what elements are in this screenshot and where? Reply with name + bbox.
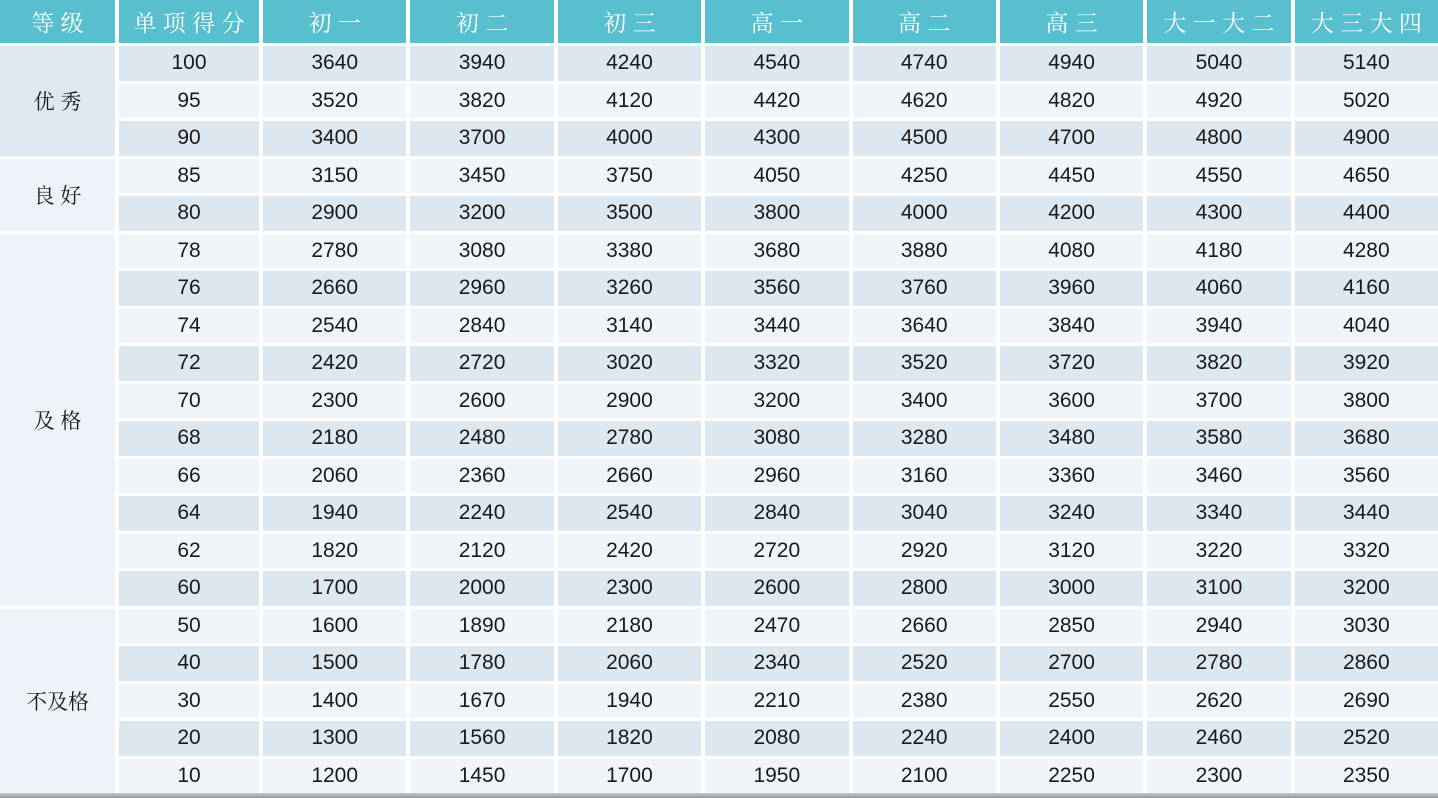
table-row [0,346,1438,381]
column-header-college34: 大 三 大 四 [1295,0,1438,43]
score-cell: 100 [119,46,259,81]
value-cell: 5020 [1295,84,1438,119]
value-cell: 2520 [853,646,996,681]
value-cell: 2520 [1295,721,1438,756]
value-cell: 4200 [1000,196,1143,231]
value-cell: 3240 [1000,496,1143,531]
value-cell: 1780 [410,646,553,681]
value-cell: 4240 [558,46,701,81]
table-row [0,46,1438,81]
value-cell: 3200 [1295,571,1438,606]
value-cell: 2060 [263,459,406,494]
value-cell: 2080 [705,721,848,756]
value-cell: 2100 [853,759,996,794]
value-cell: 4740 [853,46,996,81]
value-cell: 4620 [853,84,996,119]
grade-group-cell: 良 好 [0,159,115,231]
value-cell: 3080 [705,421,848,456]
score-cell: 72 [119,346,259,381]
value-cell: 2300 [558,571,701,606]
value-cell: 2480 [410,421,553,456]
value-cell: 3680 [705,234,848,269]
value-cell: 2420 [558,534,701,569]
column-header-senior3: 高 三 [1000,0,1143,43]
value-cell: 4000 [558,121,701,156]
value-cell: 2840 [410,309,553,344]
grade-group-cell: 不及格 [0,609,115,794]
value-cell: 4500 [853,121,996,156]
score-cell: 20 [119,721,259,756]
value-cell: 3840 [1000,309,1143,344]
value-cell: 3640 [853,309,996,344]
value-cell: 4160 [1295,271,1438,306]
value-cell: 3040 [853,496,996,531]
value-cell: 4800 [1147,121,1290,156]
value-cell: 4820 [1000,84,1143,119]
value-cell: 2350 [1295,759,1438,794]
table-row [0,196,1438,231]
value-cell: 2660 [853,609,996,644]
value-cell: 2400 [1000,721,1143,756]
value-cell: 3030 [1295,609,1438,644]
table-row [0,234,1438,269]
value-cell: 3820 [410,84,553,119]
value-cell: 2920 [853,534,996,569]
value-cell: 3750 [558,159,701,194]
value-cell: 4280 [1295,234,1438,269]
value-cell: 3200 [410,196,553,231]
value-cell: 2600 [410,384,553,419]
value-cell: 3320 [705,346,848,381]
value-cell: 1600 [263,609,406,644]
value-cell: 2660 [263,271,406,306]
value-cell: 2900 [558,384,701,419]
value-cell: 4700 [1000,121,1143,156]
value-cell: 2060 [558,646,701,681]
value-cell: 4650 [1295,159,1438,194]
value-cell: 2180 [263,421,406,456]
table-row [0,571,1438,606]
value-cell: 3940 [1147,309,1290,344]
value-cell: 3960 [1000,271,1143,306]
value-cell: 3720 [1000,346,1143,381]
value-cell: 3820 [1147,346,1290,381]
value-cell: 3380 [558,234,701,269]
score-cell: 90 [119,121,259,156]
value-cell: 2210 [705,684,848,719]
value-cell: 1670 [410,684,553,719]
grade-group-cell: 优 秀 [0,46,115,156]
table-row [0,271,1438,306]
value-cell: 5040 [1147,46,1290,81]
value-cell: 1500 [263,646,406,681]
value-cell: 2540 [263,309,406,344]
value-cell: 4050 [705,159,848,194]
value-cell: 2380 [853,684,996,719]
value-cell: 2780 [263,234,406,269]
table-row [0,309,1438,344]
score-cell: 50 [119,609,259,644]
grade-group-cell: 及 格 [0,234,115,606]
value-cell: 4080 [1000,234,1143,269]
value-cell: 2460 [1147,721,1290,756]
value-cell: 3440 [1295,496,1438,531]
value-cell: 1300 [263,721,406,756]
score-cell: 60 [119,571,259,606]
value-cell: 3400 [853,384,996,419]
value-cell: 2620 [1147,684,1290,719]
table-row [0,84,1438,119]
table-row [0,534,1438,569]
value-cell: 3080 [410,234,553,269]
table-row [0,721,1438,756]
value-cell: 2240 [410,496,553,531]
value-cell: 4300 [1147,196,1290,231]
value-cell: 4300 [705,121,848,156]
column-header-junior1: 初 一 [263,0,406,43]
value-cell: 2840 [705,496,848,531]
value-cell: 4420 [705,84,848,119]
value-cell: 1400 [263,684,406,719]
value-cell: 2940 [1147,609,1290,644]
value-cell: 2120 [410,534,553,569]
value-cell: 2470 [705,609,848,644]
value-cell: 2780 [1147,646,1290,681]
value-cell: 2360 [410,459,553,494]
value-cell: 2800 [853,571,996,606]
value-cell: 2900 [263,196,406,231]
value-cell: 3880 [853,234,996,269]
value-cell: 3520 [853,346,996,381]
score-cell: 66 [119,459,259,494]
value-cell: 2720 [410,346,553,381]
value-cell: 4540 [705,46,848,81]
value-cell: 2600 [705,571,848,606]
value-cell: 1200 [263,759,406,794]
score-cell: 40 [119,646,259,681]
value-cell: 1890 [410,609,553,644]
value-cell: 2700 [1000,646,1143,681]
value-cell: 1950 [705,759,848,794]
value-cell: 1940 [263,496,406,531]
value-cell: 3360 [1000,459,1143,494]
score-cell: 80 [119,196,259,231]
value-cell: 4900 [1295,121,1438,156]
column-header-college12: 大 一 大 二 [1147,0,1290,43]
value-cell: 3680 [1295,421,1438,456]
value-cell: 3560 [705,271,848,306]
value-cell: 1560 [410,721,553,756]
value-cell: 3800 [705,196,848,231]
bottom-edge-shadow [0,793,1438,798]
value-cell: 3100 [1147,571,1290,606]
value-cell: 2240 [853,721,996,756]
value-cell: 3340 [1147,496,1290,531]
value-cell: 3400 [263,121,406,156]
value-cell: 2960 [410,271,553,306]
table-row [0,496,1438,531]
value-cell: 4040 [1295,309,1438,344]
value-cell: 2000 [410,571,553,606]
value-cell: 3150 [263,159,406,194]
value-cell: 2860 [1295,646,1438,681]
table-row [0,159,1438,194]
score-cell: 95 [119,84,259,119]
value-cell: 3940 [410,46,553,81]
value-cell: 3480 [1000,421,1143,456]
value-cell: 4000 [853,196,996,231]
value-cell: 4940 [1000,46,1143,81]
value-cell: 3020 [558,346,701,381]
value-cell: 1450 [410,759,553,794]
value-cell: 2850 [1000,609,1143,644]
column-header-score: 单 项 得 分 [119,0,259,43]
value-cell: 2340 [705,646,848,681]
column-header-junior3: 初 三 [558,0,701,43]
score-cell: 78 [119,234,259,269]
value-cell: 3260 [558,271,701,306]
value-cell: 2720 [705,534,848,569]
value-cell: 2300 [1147,759,1290,794]
value-cell: 2250 [1000,759,1143,794]
value-cell: 1940 [558,684,701,719]
value-cell: 3760 [853,271,996,306]
value-cell: 4400 [1295,196,1438,231]
value-cell: 3320 [1295,534,1438,569]
value-cell: 5140 [1295,46,1438,81]
score-cell: 68 [119,421,259,456]
table-row [0,121,1438,156]
value-cell: 3580 [1147,421,1290,456]
table-row [0,684,1438,719]
value-cell: 2960 [705,459,848,494]
value-cell: 3920 [1295,346,1438,381]
score-cell: 70 [119,384,259,419]
value-cell: 3700 [1147,384,1290,419]
score-cell: 85 [119,159,259,194]
value-cell: 3800 [1295,384,1438,419]
value-cell: 4120 [558,84,701,119]
value-cell: 4250 [853,159,996,194]
column-header-grade: 等 级 [0,0,115,43]
table-row [0,421,1438,456]
score-cell: 30 [119,684,259,719]
column-header-junior2: 初 二 [410,0,553,43]
value-cell: 3120 [1000,534,1143,569]
value-cell: 1700 [558,759,701,794]
value-cell: 3460 [1147,459,1290,494]
value-cell: 4180 [1147,234,1290,269]
value-cell: 1820 [558,721,701,756]
score-cell: 76 [119,271,259,306]
header-row [0,0,1438,43]
value-cell: 3700 [410,121,553,156]
column-header-senior2: 高 二 [853,0,996,43]
table-row [0,646,1438,681]
value-cell: 3140 [558,309,701,344]
value-cell: 1820 [263,534,406,569]
value-cell: 3440 [705,309,848,344]
value-cell: 4920 [1147,84,1290,119]
value-cell: 3200 [705,384,848,419]
value-cell: 2420 [263,346,406,381]
value-cell: 2300 [263,384,406,419]
value-cell: 2660 [558,459,701,494]
value-cell: 3560 [1295,459,1438,494]
score-cell: 62 [119,534,259,569]
table-row [0,384,1438,419]
value-cell: 3280 [853,421,996,456]
value-cell: 3600 [1000,384,1143,419]
value-cell: 2690 [1295,684,1438,719]
score-cell: 64 [119,496,259,531]
value-cell: 3160 [853,459,996,494]
value-cell: 4550 [1147,159,1290,194]
value-cell: 4060 [1147,271,1290,306]
value-cell: 3640 [263,46,406,81]
value-cell: 3500 [558,196,701,231]
value-cell: 1700 [263,571,406,606]
value-cell: 2180 [558,609,701,644]
score-cell: 74 [119,309,259,344]
value-cell: 3450 [410,159,553,194]
value-cell: 2780 [558,421,701,456]
table-row [0,759,1438,794]
score-cell: 10 [119,759,259,794]
table-row [0,459,1438,494]
table-row [0,609,1438,644]
value-cell: 2550 [1000,684,1143,719]
value-cell: 3000 [1000,571,1143,606]
value-cell: 4450 [1000,159,1143,194]
value-cell: 3520 [263,84,406,119]
value-cell: 3220 [1147,534,1290,569]
column-header-senior1: 高 一 [705,0,848,43]
value-cell: 2540 [558,496,701,531]
